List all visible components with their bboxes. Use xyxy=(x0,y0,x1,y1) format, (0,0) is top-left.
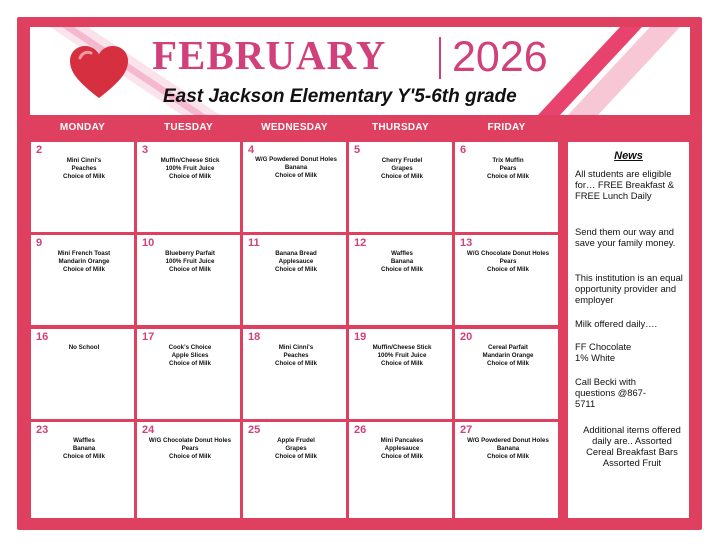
day-cell xyxy=(455,329,558,419)
day-menu xyxy=(461,437,555,462)
menu-item: Pears xyxy=(181,445,199,453)
menu-item: Peaches xyxy=(71,165,97,173)
news-paragraph: Milk offered daily…. xyxy=(575,318,658,329)
day-menu xyxy=(143,437,237,462)
menu-item: Choice of Milk xyxy=(275,172,317,180)
day-number: 4 xyxy=(248,144,255,156)
day-cell xyxy=(137,422,240,518)
menu-item: Waffles xyxy=(73,437,95,444)
day-menu xyxy=(355,250,449,275)
day-menu xyxy=(143,250,237,275)
news-paragraph: Call Becki with questions @867-5711 xyxy=(575,376,647,409)
menu-item: Choice of Milk xyxy=(63,173,105,181)
menu-item: W/G Powdered Donut Holes xyxy=(255,156,337,163)
day-number: 19 xyxy=(354,331,367,343)
day-menu xyxy=(461,250,555,275)
news-paragraph: Additional items offered daily are.. Assorted Cereal Breakfast Bars Assorted Fruit xyxy=(583,424,681,468)
day-menu xyxy=(461,157,555,182)
menu-item: No School xyxy=(68,344,100,351)
day-menu xyxy=(249,437,343,462)
day-cell xyxy=(243,329,346,419)
day-menu xyxy=(37,157,131,182)
day-number: 12 xyxy=(354,237,367,249)
menu-item: Cherry Frudel xyxy=(381,157,423,164)
day-number: 20 xyxy=(460,331,473,343)
day-number: 9 xyxy=(36,237,43,249)
menu-item: W/G Powdered Donut Holes xyxy=(467,437,549,444)
month-title: FEBRUARY xyxy=(152,32,387,78)
day-cell xyxy=(31,235,134,325)
day-cell xyxy=(349,235,452,325)
menu-item: Choice of Milk xyxy=(275,360,317,368)
menu-item: Mini Pancakes xyxy=(380,437,424,444)
day-cell xyxy=(455,235,558,325)
day-cell xyxy=(349,142,452,232)
menu-item: Choice of Milk xyxy=(487,453,529,461)
menu-item: Choice of Milk xyxy=(169,266,211,274)
day-menu xyxy=(461,344,555,369)
day-cell xyxy=(349,422,452,518)
menu-item: Choice of Milk xyxy=(169,360,211,368)
weekday-tuesday: TUESDAY xyxy=(164,122,213,133)
day-cell xyxy=(455,422,558,518)
menu-item: Choice of Milk xyxy=(169,173,211,181)
menu-item: Cook's Choice xyxy=(168,344,212,351)
day-cell xyxy=(243,142,346,232)
menu-item: Muffin/Cheese Stick xyxy=(372,344,432,351)
menu-item: Applesauce xyxy=(278,258,314,266)
year-title: 2026 xyxy=(452,33,548,81)
menu-item: Choice of Milk xyxy=(275,266,317,274)
menu-item: Peaches xyxy=(283,352,309,360)
menu-item: Choice of Milk xyxy=(487,266,529,274)
menu-item: Pears xyxy=(499,165,517,173)
menu-item: 100% Fruit Juice xyxy=(165,165,215,173)
day-number: 3 xyxy=(142,144,149,156)
menu-item: Choice of Milk xyxy=(381,173,423,181)
menu-item: W/G Chocolate Donut Holes xyxy=(148,437,232,444)
news-paragraph: This institution is an equal opportunity provider and employer xyxy=(575,272,683,305)
day-cell xyxy=(349,329,452,419)
news-paragraph: FF Chocolate 1% White xyxy=(575,341,632,363)
day-number: 5 xyxy=(354,144,361,156)
menu-item: Mini Cinni's xyxy=(278,344,314,351)
menu-item: Mini Cinni's xyxy=(66,157,102,164)
news-paragraph: All students are eligible for… FREE Breakfast & FREE Lunch Daily xyxy=(575,168,674,201)
menu-item: Mandarin Orange xyxy=(482,352,534,360)
day-cell xyxy=(455,142,558,232)
menu-item: W/G Chocolate Donut Holes xyxy=(466,250,550,257)
news-paragraph: Send them our way and save your family money. xyxy=(575,226,676,248)
day-menu xyxy=(37,344,131,352)
menu-item: Choice of Milk xyxy=(169,453,211,461)
menu-item: 100% Fruit Juice xyxy=(377,352,427,360)
menu-item: Banana xyxy=(390,258,414,266)
menu-item: Apple Slices xyxy=(171,352,209,360)
day-menu xyxy=(249,250,343,275)
news-title: News xyxy=(614,150,643,162)
day-number: 25 xyxy=(248,424,261,436)
weekday-friday: FRIDAY xyxy=(487,122,526,133)
day-cell xyxy=(31,422,134,518)
day-number: 2 xyxy=(36,144,43,156)
menu-item: Applesauce xyxy=(384,445,420,453)
menu-item: Trix Muffin xyxy=(492,157,524,164)
day-number: 26 xyxy=(354,424,367,436)
day-number: 10 xyxy=(142,237,155,249)
day-cell xyxy=(137,142,240,232)
weekday-monday: MONDAY xyxy=(59,122,106,133)
news-panel xyxy=(568,142,689,518)
menu-item: Muffin/Cheese Stick xyxy=(160,157,220,164)
day-cell xyxy=(243,235,346,325)
day-number: 23 xyxy=(36,424,49,436)
day-menu xyxy=(355,157,449,182)
day-menu xyxy=(355,437,449,462)
menu-item: Choice of Milk xyxy=(63,453,105,461)
day-number: 16 xyxy=(36,331,49,343)
menu-item: 100% Fruit Juice xyxy=(165,258,215,266)
menu-item: Grapes xyxy=(285,445,307,453)
menu-item: Banana xyxy=(496,445,520,453)
day-number: 17 xyxy=(142,331,155,343)
menu-item: Choice of Milk xyxy=(381,360,423,368)
weekday-wednesday: WEDNESDAY xyxy=(261,122,328,133)
menu-item: Blueberry Parfait xyxy=(165,250,215,257)
menu-item: Choice of Milk xyxy=(487,360,529,368)
menu-item: Choice of Milk xyxy=(381,266,423,274)
day-menu xyxy=(355,344,449,369)
menu-item: Banana xyxy=(72,445,96,453)
heart-icon xyxy=(68,44,130,102)
day-cell xyxy=(31,142,134,232)
menu-item: Apple Frudel xyxy=(277,437,315,444)
weekday-thursday: THURSDAY xyxy=(371,122,430,133)
menu-item: Cereal Parfait xyxy=(488,344,528,351)
day-menu xyxy=(143,344,237,369)
menu-item: Pears xyxy=(499,258,517,266)
menu-item: Banana xyxy=(284,164,308,172)
day-cell xyxy=(31,329,134,419)
day-cell xyxy=(137,235,240,325)
menu-item: Waffles xyxy=(391,250,413,257)
day-number: 13 xyxy=(460,237,473,249)
day-menu xyxy=(37,250,131,275)
day-menu xyxy=(249,156,343,181)
day-cell xyxy=(243,422,346,518)
menu-item: Choice of Milk xyxy=(487,173,529,181)
menu-item: Choice of Milk xyxy=(63,266,105,274)
menu-item: Choice of Milk xyxy=(275,453,317,461)
day-menu xyxy=(37,437,131,462)
day-number: 11 xyxy=(248,237,260,249)
menu-item: Mini French Toast xyxy=(57,250,111,257)
day-menu xyxy=(249,344,343,369)
day-number: 6 xyxy=(460,144,467,156)
day-number: 18 xyxy=(248,331,261,343)
school-subtitle: East Jackson Elementary Y'5-6th grade xyxy=(163,86,517,107)
title-divider xyxy=(439,37,441,79)
day-number: 27 xyxy=(460,424,473,436)
menu-item: Mandarin Orange xyxy=(58,258,110,266)
menu-item: Banana Bread xyxy=(275,250,317,257)
day-number: 24 xyxy=(142,424,155,436)
menu-item: Grapes xyxy=(391,165,413,173)
menu-item: Choice of Milk xyxy=(381,453,423,461)
day-cell xyxy=(137,329,240,419)
day-menu xyxy=(143,157,237,182)
